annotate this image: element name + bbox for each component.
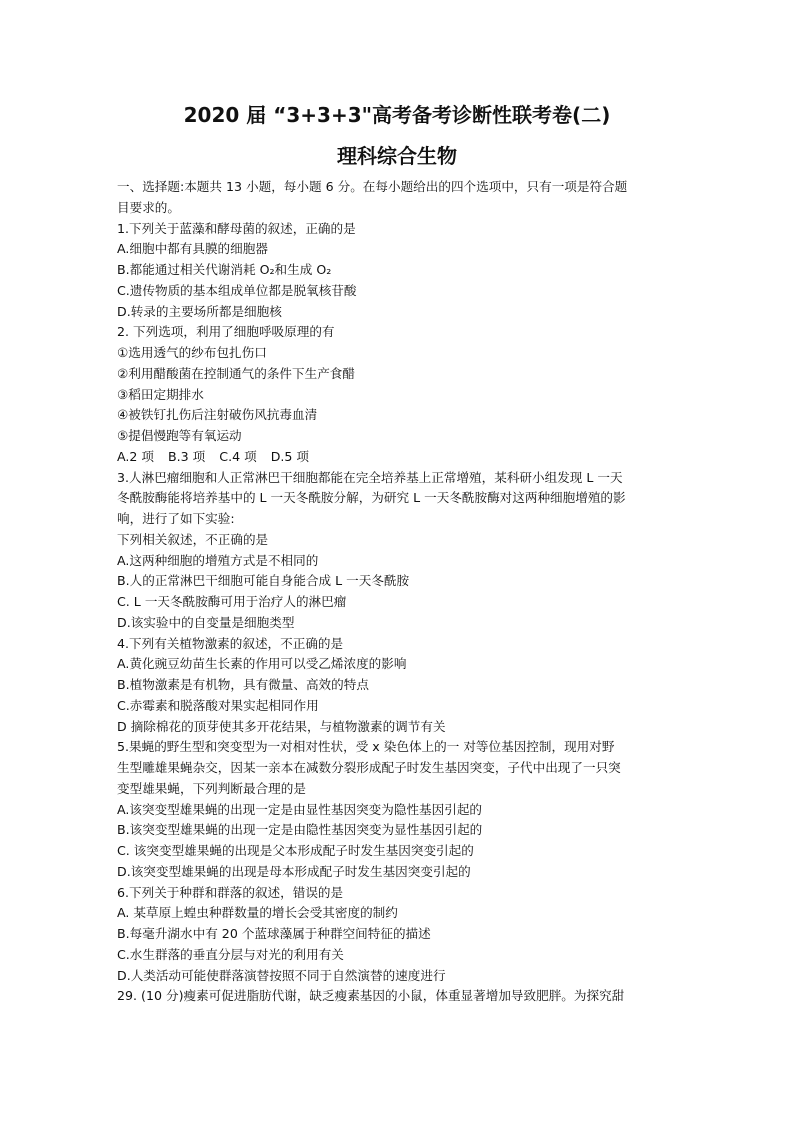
option: A.黄化豌豆幼苗生长素的作用可以受乙烯浓度的影响 <box>117 656 407 672</box>
question-stem: 29. (10 分)瘦素可促进脂肪代谢，缺乏瘦素基因的小鼠，体重显著增加导致肥胖。为探究甜 <box>117 988 625 1004</box>
question-stem: 5.果蝇的野生型和突变型为一对相对性状，受 x 染色体上的一 对等位基因控制，现用对野 <box>117 739 615 755</box>
list-item: ②利用醋酸菌在控制通气的条件下生产食醋 <box>117 365 355 381</box>
option: A.2 项 <box>117 448 155 464</box>
list-item: ③稻田定期排水 <box>117 386 204 402</box>
option: D 摘除棉花的顶芽使其多开花结果，与植物激素的调节有关 <box>117 718 446 734</box>
option: B.3 项 <box>168 448 206 464</box>
question-stem: 2. 下列选项，利用了细胞呼吸原理的有 <box>117 324 335 340</box>
option: D.该突变型雄果蝇的出现是母本形成配子时发生基因突变引起的 <box>117 863 471 879</box>
exam-page <box>117 100 677 1007</box>
question-stem: 1.下列关于蓝藻和酵母菌的叙述，正确的是 <box>117 220 356 236</box>
text-line: 变型雄果蝇，下列判断最合理的是 <box>117 780 306 796</box>
option: C.遗传物质的基本组成单位都是脱氧核苷酸 <box>117 282 357 298</box>
question-stem: 6.下列关于种群和群落的叙述，错误的是 <box>117 884 344 900</box>
option: A.这两种细胞的增殖方式是不相同的 <box>117 552 319 568</box>
question-stem: 3.人淋巴瘤细胞和人正常淋巴干细胞都能在完全培养基上正常增殖，某科研小组发现 L 一天 <box>117 469 623 485</box>
text-line: 目要求的。 <box>117 199 180 215</box>
text-line: 一、选择题:本题共 13 小题，每小题 6 分。在每小题给出的四个选项中，只有一项是符合题 <box>117 179 628 194</box>
list-item: ①选用透气的纱布包扎伤口 <box>117 345 267 360</box>
option: C.水生群落的垂直分层与对光的利用有关 <box>117 946 344 962</box>
text-line: 生型雕雄果蝇杂交，因某一亲本在减数分裂形成配子时发生基因突变，子代中出现了一只突 <box>117 760 621 775</box>
option: D.人类活动可能使群落演替按照不同于自然演替的速度进行 <box>117 967 446 983</box>
option: C.赤霉素和脱落酸对果实起相同作用 <box>117 697 319 713</box>
exam-subtitle: 理科综合生物 <box>337 144 457 168</box>
option: B.该突变型雄果蝇的出现一定是由隐性基因突变为显性基因引起的 <box>117 822 483 838</box>
option: B.人的正常淋巴干细胞可能自身能合成 L 一天冬酰胺 <box>117 573 410 589</box>
option: D.该实验中的自变量是细胞类型 <box>117 614 295 630</box>
option: B.植物激素是有机物，具有微量、高效的特点 <box>117 677 369 692</box>
option: B.都能通过相关代谢消耗 O₂和生成 O₂ <box>117 262 332 277</box>
list-item: ⑤提倡慢跑等有氧运动 <box>117 428 242 443</box>
question-stem: 4.下列有关植物激素的叙述，不正确的是 <box>117 635 344 651</box>
exam-title: 2020 届 “3+3+3"高考备考诊断性联考卷(二) <box>183 103 611 127</box>
option: D.5 项 <box>270 448 309 464</box>
option: B.每毫升湖水中有 20 个蓝球藻属于种群空间特征的描述 <box>117 926 431 941</box>
text-line: 响，进行了如下实验: <box>117 511 235 526</box>
question-body <box>117 177 677 1007</box>
list-item: ④被铁钉扎伤后注射破伤风抗毒血清 <box>117 407 318 423</box>
option: A.该突变型雄果蝇的出现一定是由显性基因突变为隐性基因引起的 <box>117 801 483 817</box>
option: A.细胞中都有具膜的细胞器 <box>117 241 268 257</box>
option: C. L 一天冬酰胺酶可用于治疗人的淋巴瘤 <box>117 594 347 609</box>
option: A. 某草原上蝗虫种群数量的增长会受其密度的制约 <box>117 905 398 921</box>
text-line: 下列相关叙述，不正确的是 <box>117 531 269 547</box>
option: C. 该突变型雄果蝇的出现是父本形成配子时发生基因突变引起的 <box>117 843 474 858</box>
option: D.转录的主要场所都是细胞核 <box>117 303 282 319</box>
q2-options <box>117 447 677 468</box>
text-line: 冬酰胺酶能将培养基中的 L 一天冬酰胺分解，为研究 L 一天冬酰胺酶对这两种细胞增殖的影 <box>117 490 626 506</box>
option: C.4 项 <box>219 448 257 464</box>
